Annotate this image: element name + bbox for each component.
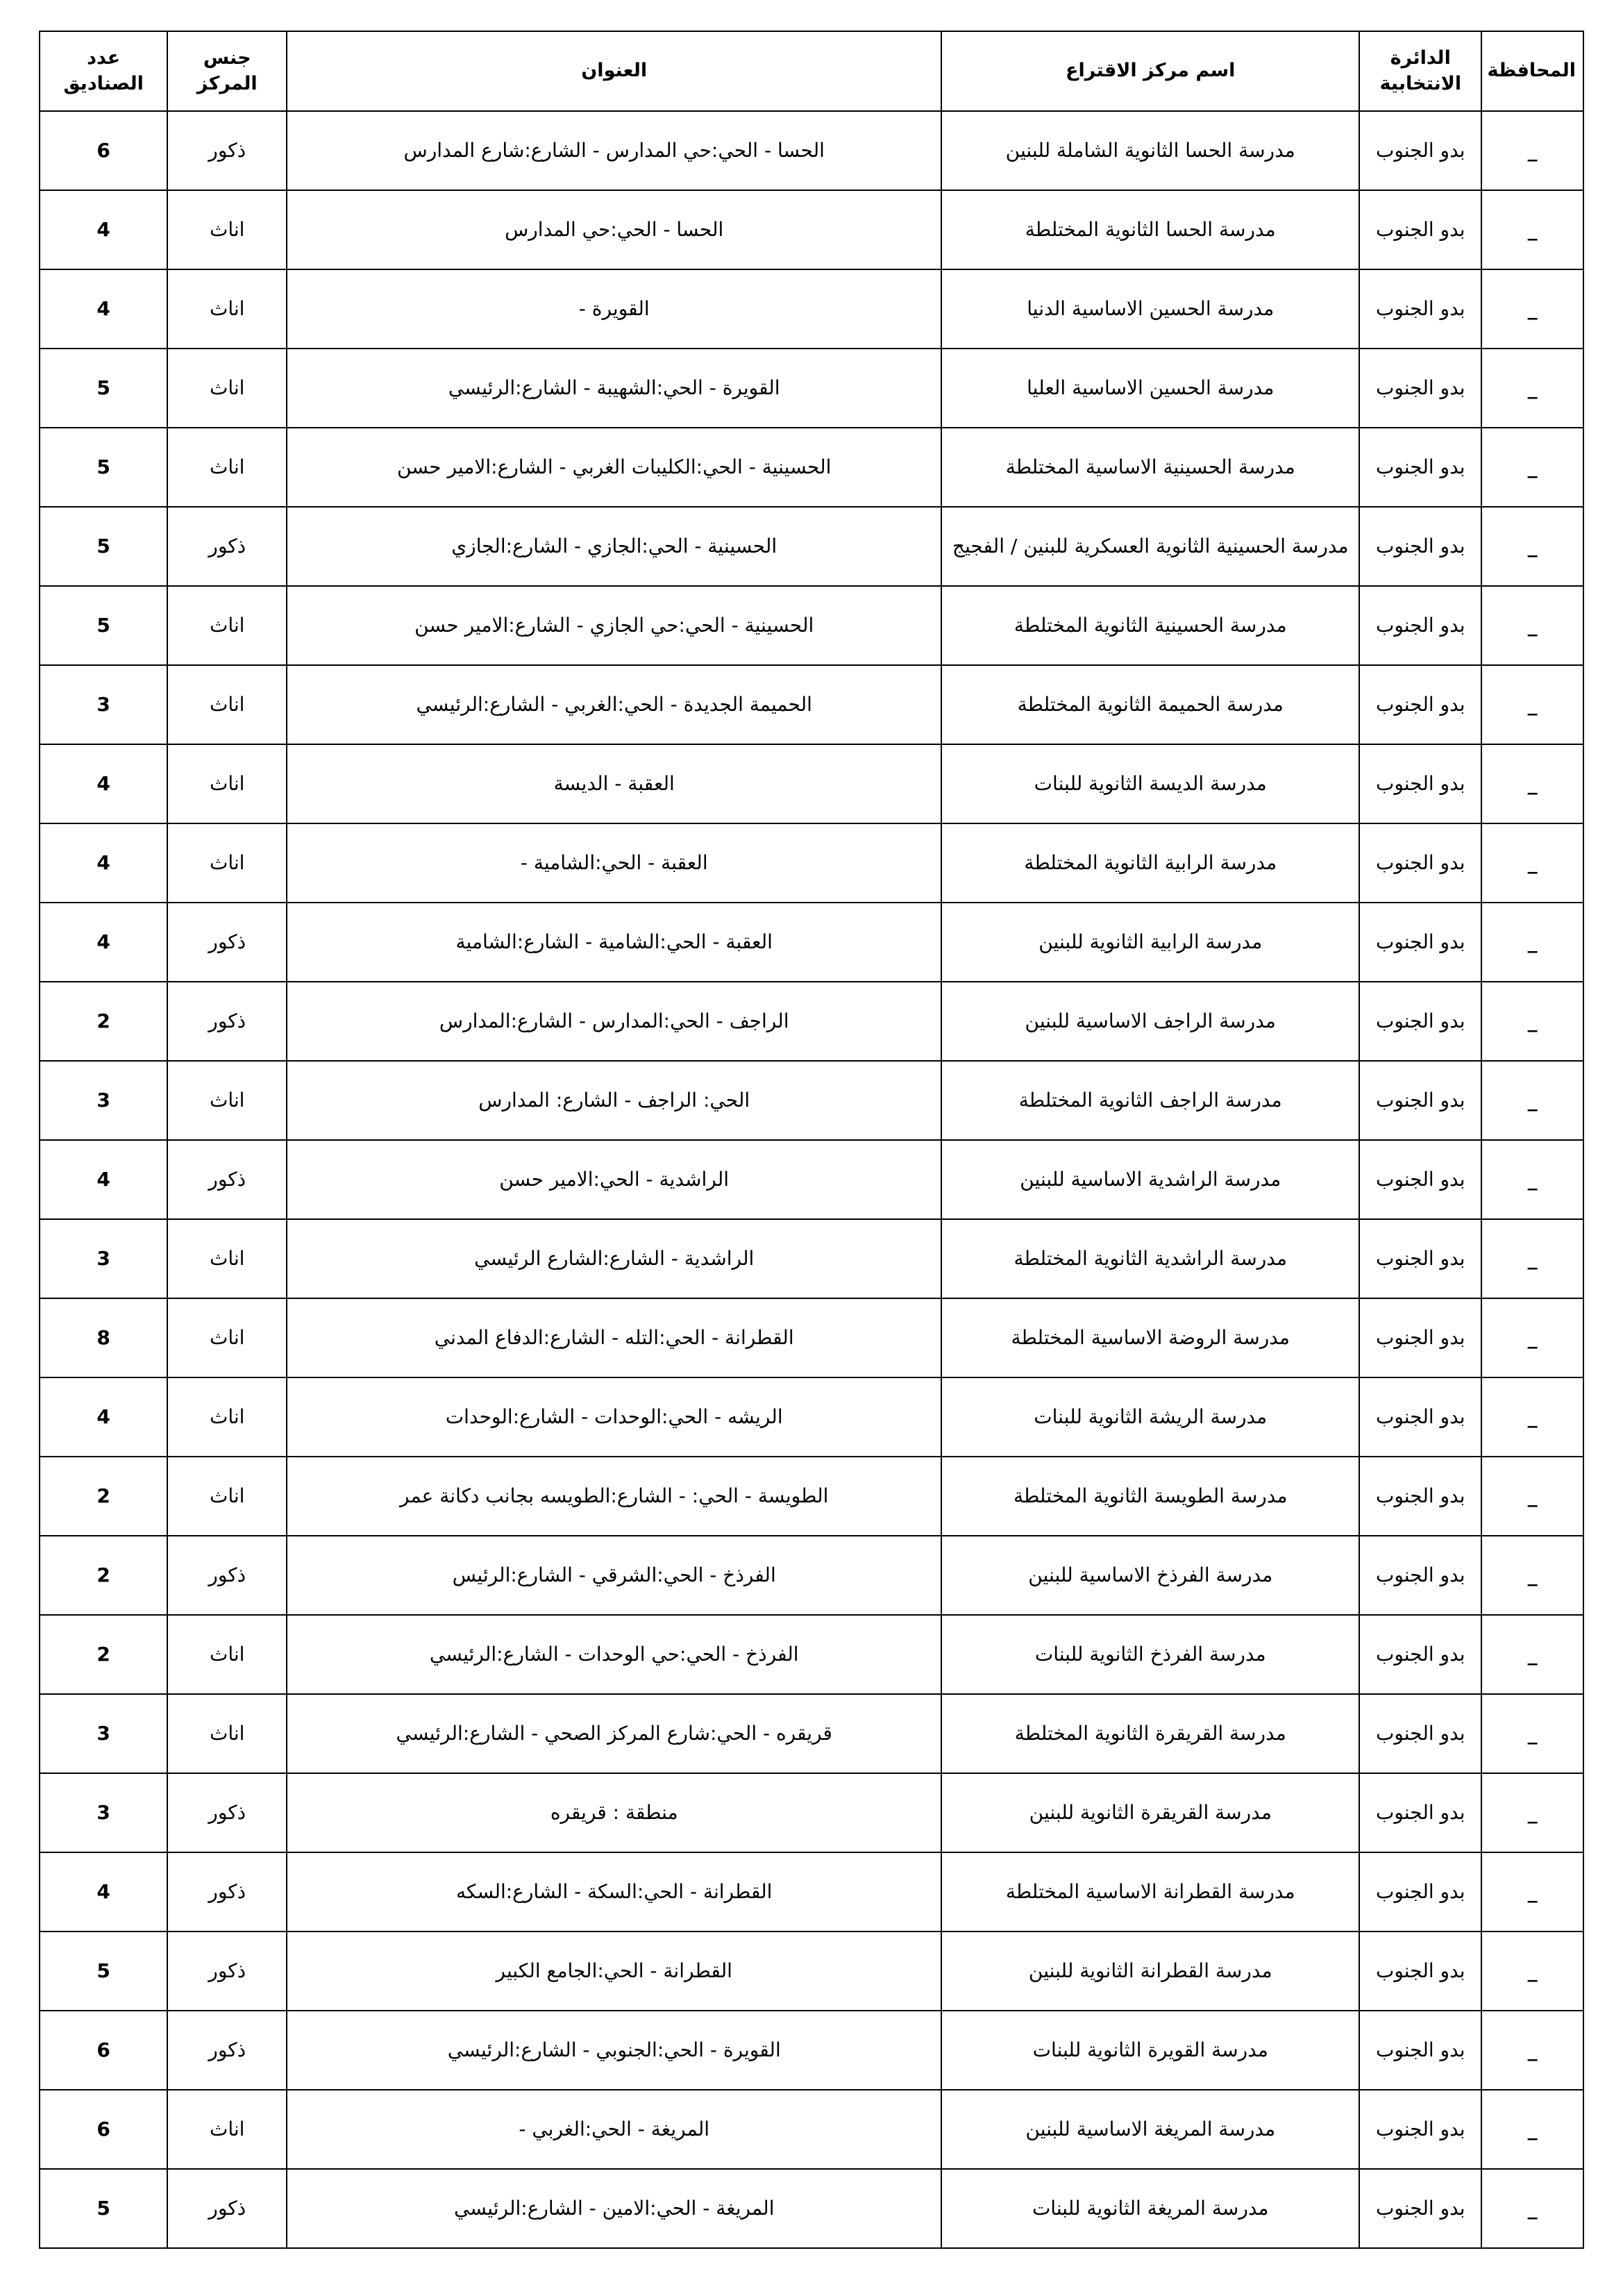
cell-center-name: مدرسة الراجف الاساسية للبنين bbox=[941, 982, 1359, 1061]
cell-address: الحسينية - الحي:الكليبات الغربي - الشارع:الامير حسن bbox=[287, 428, 941, 507]
cell-center-gender: ذكور bbox=[167, 507, 287, 586]
cell-center-gender: اناث bbox=[167, 2090, 287, 2169]
cell-box-count: 3 bbox=[40, 1061, 167, 1140]
cell-governorate: _ bbox=[1481, 1377, 1583, 1457]
cell-center-gender: اناث bbox=[167, 665, 287, 744]
table-row bbox=[40, 1061, 1583, 1140]
cell-box-count: 5 bbox=[40, 586, 167, 665]
cell-address: قريقره - الحي:شارع المركز الصحي - الشارع:الرئيسي bbox=[287, 1694, 941, 1773]
cell-center-name: مدرسة الراشدية الاساسية للبنين bbox=[941, 1140, 1359, 1219]
cell-district: بدو الجنوب bbox=[1359, 1932, 1481, 2011]
cell-governorate: _ bbox=[1481, 1219, 1583, 1298]
cell-center-name: مدرسة الحسا الثانوية المختلطة bbox=[941, 190, 1359, 269]
cell-box-count: 2 bbox=[40, 1536, 167, 1615]
cell-center-gender: اناث bbox=[167, 1615, 287, 1694]
cell-center-gender: اناث bbox=[167, 349, 287, 428]
cell-governorate: _ bbox=[1481, 349, 1583, 428]
cell-box-count: 3 bbox=[40, 1219, 167, 1298]
cell-center-name: مدرسة المريغة الثانوية للبنات bbox=[941, 2169, 1359, 2248]
cell-box-count: 5 bbox=[40, 2169, 167, 2248]
cell-address: القطرانة - الحي:الجامع الكبير bbox=[287, 1932, 941, 2011]
cell-district: بدو الجنوب bbox=[1359, 1536, 1481, 1615]
cell-center-name: مدرسة الحسينية الثانوية العسكرية للبنين / الفجيج bbox=[941, 507, 1359, 586]
cell-governorate: _ bbox=[1481, 1852, 1583, 1932]
cell-governorate: _ bbox=[1481, 982, 1583, 1061]
header-governorate: المحافظة bbox=[1481, 31, 1583, 111]
table-row bbox=[40, 269, 1583, 349]
cell-district: بدو الجنوب bbox=[1359, 823, 1481, 903]
header-row bbox=[40, 31, 1583, 111]
cell-governorate: _ bbox=[1481, 507, 1583, 586]
cell-address: القطرانة - الحي:السكة - الشارع:السكه bbox=[287, 1852, 941, 1932]
cell-center-name: مدرسة الحسا الثانوية الشاملة للبنين bbox=[941, 111, 1359, 190]
cell-district: بدو الجنوب bbox=[1359, 982, 1481, 1061]
table-row bbox=[40, 1140, 1583, 1219]
cell-governorate: _ bbox=[1481, 586, 1583, 665]
cell-governorate: _ bbox=[1481, 190, 1583, 269]
cell-box-count: 5 bbox=[40, 349, 167, 428]
cell-center-gender: اناث bbox=[167, 1298, 287, 1377]
cell-box-count: 4 bbox=[40, 1377, 167, 1457]
cell-district: بدو الجنوب bbox=[1359, 1615, 1481, 1694]
cell-center-gender: اناث bbox=[167, 1061, 287, 1140]
header-center-gender: جنس المركز bbox=[167, 31, 287, 111]
cell-center-name: مدرسة القويرة الثانوية للبنات bbox=[941, 2011, 1359, 2090]
table-header bbox=[40, 31, 1583, 111]
cell-center-name: مدرسة القريقرة الثانوية للبنين bbox=[941, 1773, 1359, 1852]
cell-governorate: _ bbox=[1481, 1061, 1583, 1140]
cell-governorate: _ bbox=[1481, 111, 1583, 190]
table-row bbox=[40, 903, 1583, 982]
cell-center-gender: ذكور bbox=[167, 982, 287, 1061]
cell-district: بدو الجنوب bbox=[1359, 1140, 1481, 1219]
table-row bbox=[40, 349, 1583, 428]
cell-governorate: _ bbox=[1481, 1298, 1583, 1377]
cell-center-gender: ذكور bbox=[167, 1773, 287, 1852]
cell-address: الريشه - الحي:الوحدات - الشارع:الوحدات bbox=[287, 1377, 941, 1457]
cell-governorate: _ bbox=[1481, 665, 1583, 744]
cell-center-gender: اناث bbox=[167, 269, 287, 349]
polling-centers-table bbox=[39, 31, 1584, 2249]
cell-address: القويرة - bbox=[287, 269, 941, 349]
cell-center-gender: ذكور bbox=[167, 1536, 287, 1615]
table-row bbox=[40, 1852, 1583, 1932]
cell-address: الحسينية - الحي:الجازي - الشارع:الجازي bbox=[287, 507, 941, 586]
cell-governorate: _ bbox=[1481, 2011, 1583, 2090]
cell-governorate: _ bbox=[1481, 269, 1583, 349]
cell-address: منطقة : قريقره bbox=[287, 1773, 941, 1852]
cell-address: الحسا - الحي:حي المدارس - الشارع:شارع المدارس bbox=[287, 111, 941, 190]
cell-district: بدو الجنوب bbox=[1359, 190, 1481, 269]
table-row bbox=[40, 1694, 1583, 1773]
table-row bbox=[40, 1457, 1583, 1536]
cell-governorate: _ bbox=[1481, 1457, 1583, 1536]
cell-center-gender: اناث bbox=[167, 428, 287, 507]
cell-address: الطويسة - الحي: - الشارع:الطويسه بجانب دكانة عمر bbox=[287, 1457, 941, 1536]
table-row bbox=[40, 507, 1583, 586]
table-row bbox=[40, 111, 1583, 190]
cell-address: العقبة - الحي:الشامية - الشارع:الشامية bbox=[287, 903, 941, 982]
cell-box-count: 3 bbox=[40, 665, 167, 744]
cell-address: الحسا - الحي:حي المدارس bbox=[287, 190, 941, 269]
cell-center-name: مدرسة القطرانة الثانوية للبنين bbox=[941, 1932, 1359, 2011]
cell-box-count: 3 bbox=[40, 1773, 167, 1852]
cell-address: الحسينية - الحي:حي الجازي - الشارع:الامير حسن bbox=[287, 586, 941, 665]
cell-center-gender: ذكور bbox=[167, 1852, 287, 1932]
cell-center-name: مدرسة الفرذخ الاساسية للبنين bbox=[941, 1536, 1359, 1615]
table-row bbox=[40, 982, 1583, 1061]
cell-center-gender: ذكور bbox=[167, 111, 287, 190]
header-district: الدائرة الانتخابية bbox=[1359, 31, 1481, 111]
cell-district: بدو الجنوب bbox=[1359, 111, 1481, 190]
cell-district: بدو الجنوب bbox=[1359, 349, 1481, 428]
cell-district: بدو الجنوب bbox=[1359, 1219, 1481, 1298]
table-row bbox=[40, 744, 1583, 823]
header-address: العنوان bbox=[287, 31, 941, 111]
cell-address: الراشدية - الحي:الامير حسن bbox=[287, 1140, 941, 1219]
cell-center-name: مدرسة الديسة الثانوية للبنات bbox=[941, 744, 1359, 823]
table-row bbox=[40, 1773, 1583, 1852]
cell-box-count: 4 bbox=[40, 823, 167, 903]
cell-district: بدو الجنوب bbox=[1359, 1377, 1481, 1457]
cell-center-gender: اناث bbox=[167, 1377, 287, 1457]
cell-address: المريغة - الحي:الامين - الشارع:الرئيسي bbox=[287, 2169, 941, 2248]
cell-governorate: _ bbox=[1481, 903, 1583, 982]
cell-district: بدو الجنوب bbox=[1359, 2090, 1481, 2169]
cell-box-count: 8 bbox=[40, 1298, 167, 1377]
cell-box-count: 2 bbox=[40, 1457, 167, 1536]
cell-district: بدو الجنوب bbox=[1359, 1773, 1481, 1852]
header-box-count: عدد الصناديق bbox=[40, 31, 167, 111]
cell-address: الراشدية - الشارع:الشارع الرئيسي bbox=[287, 1219, 941, 1298]
cell-center-gender: اناث bbox=[167, 190, 287, 269]
cell-address: الراجف - الحي:المدارس - الشارع:المدارس bbox=[287, 982, 941, 1061]
cell-center-name: مدرسة القريقرة الثانوية المختلطة bbox=[941, 1694, 1359, 1773]
cell-box-count: 4 bbox=[40, 190, 167, 269]
cell-box-count: 2 bbox=[40, 1615, 167, 1694]
cell-governorate: _ bbox=[1481, 1694, 1583, 1773]
cell-box-count: 5 bbox=[40, 428, 167, 507]
cell-address: الحميمة الجديدة - الحي:الغربي - الشارع:الرئيسي bbox=[287, 665, 941, 744]
cell-box-count: 6 bbox=[40, 111, 167, 190]
cell-box-count: 3 bbox=[40, 1694, 167, 1773]
cell-governorate: _ bbox=[1481, 1615, 1583, 1694]
cell-box-count: 4 bbox=[40, 1852, 167, 1932]
table-row bbox=[40, 1536, 1583, 1615]
cell-box-count: 6 bbox=[40, 2011, 167, 2090]
cell-address: الفرذخ - الحي:الشرقي - الشارع:الرئيس bbox=[287, 1536, 941, 1615]
cell-district: بدو الجنوب bbox=[1359, 1457, 1481, 1536]
cell-district: بدو الجنوب bbox=[1359, 428, 1481, 507]
cell-center-name: مدرسة الحميمة الثانوية المختلطة bbox=[941, 665, 1359, 744]
cell-governorate: _ bbox=[1481, 2090, 1583, 2169]
cell-district: بدو الجنوب bbox=[1359, 507, 1481, 586]
cell-governorate: _ bbox=[1481, 823, 1583, 903]
table-row bbox=[40, 428, 1583, 507]
table-body bbox=[40, 111, 1583, 2248]
cell-address: العقبة - الديسة bbox=[287, 744, 941, 823]
cell-address: المريغة - الحي:الغربي - bbox=[287, 2090, 941, 2169]
cell-center-gender: ذكور bbox=[167, 1140, 287, 1219]
table-row bbox=[40, 586, 1583, 665]
cell-center-name: مدرسة الحسينية الاساسية المختلطة bbox=[941, 428, 1359, 507]
cell-district: بدو الجنوب bbox=[1359, 744, 1481, 823]
cell-center-name: مدرسة الحسين الاساسية الدنيا bbox=[941, 269, 1359, 349]
cell-center-gender: اناث bbox=[167, 1694, 287, 1773]
cell-district: بدو الجنوب bbox=[1359, 2011, 1481, 2090]
cell-district: بدو الجنوب bbox=[1359, 1298, 1481, 1377]
table-row bbox=[40, 1377, 1583, 1457]
cell-box-count: 2 bbox=[40, 982, 167, 1061]
cell-address: القويرة - الحي:الجنوبي - الشارع:الرئيسي bbox=[287, 2011, 941, 2090]
cell-center-name: مدرسة الراجف الثانوية المختلطة bbox=[941, 1061, 1359, 1140]
cell-governorate: _ bbox=[1481, 1932, 1583, 2011]
cell-address: القطرانة - الحي:التله - الشارع:الدفاع المدني bbox=[287, 1298, 941, 1377]
cell-center-name: مدرسة الطويسة الثانوية المختلطة bbox=[941, 1457, 1359, 1536]
cell-governorate: _ bbox=[1481, 1140, 1583, 1219]
cell-district: بدو الجنوب bbox=[1359, 586, 1481, 665]
cell-center-gender: ذكور bbox=[167, 903, 287, 982]
table-row bbox=[40, 1615, 1583, 1694]
table-row bbox=[40, 2090, 1583, 2169]
cell-district: بدو الجنوب bbox=[1359, 1694, 1481, 1773]
cell-center-name: مدرسة الحسينية الثانوية المختلطة bbox=[941, 586, 1359, 665]
cell-box-count: 5 bbox=[40, 1932, 167, 2011]
table-row bbox=[40, 1932, 1583, 2011]
header-center-name: اسم مركز الاقتراع bbox=[941, 31, 1359, 111]
cell-governorate: _ bbox=[1481, 2169, 1583, 2248]
cell-district: بدو الجنوب bbox=[1359, 1852, 1481, 1932]
cell-box-count: 4 bbox=[40, 1140, 167, 1219]
cell-center-name: مدرسة الرابية الثانوية للبنين bbox=[941, 903, 1359, 982]
cell-center-name: مدرسة الروضة الاساسية المختلطة bbox=[941, 1298, 1359, 1377]
cell-governorate: _ bbox=[1481, 1536, 1583, 1615]
cell-governorate: _ bbox=[1481, 744, 1583, 823]
cell-center-name: مدرسة الفرذخ الثانوية للبنات bbox=[941, 1615, 1359, 1694]
cell-center-name: مدرسة الريشة الثانوية للبنات bbox=[941, 1377, 1359, 1457]
table-row bbox=[40, 190, 1583, 269]
cell-center-name: مدرسة القطرانة الاساسية المختلطة bbox=[941, 1852, 1359, 1932]
cell-center-gender: اناث bbox=[167, 1219, 287, 1298]
cell-address: الفرذخ - الحي:حي الوحدات - الشارع:الرئيسي bbox=[287, 1615, 941, 1694]
cell-center-name: مدرسة الحسين الاساسية العليا bbox=[941, 349, 1359, 428]
table-row bbox=[40, 1219, 1583, 1298]
cell-center-gender: ذكور bbox=[167, 1932, 287, 2011]
cell-center-gender: اناث bbox=[167, 1457, 287, 1536]
cell-center-gender: اناث bbox=[167, 744, 287, 823]
cell-center-name: مدرسة الراشدية الثانوية المختلطة bbox=[941, 1219, 1359, 1298]
cell-box-count: 6 bbox=[40, 2090, 167, 2169]
table-row bbox=[40, 2011, 1583, 2090]
cell-box-count: 4 bbox=[40, 903, 167, 982]
cell-address: العقبة - الحي:الشامية - bbox=[287, 823, 941, 903]
cell-district: بدو الجنوب bbox=[1359, 665, 1481, 744]
cell-district: بدو الجنوب bbox=[1359, 269, 1481, 349]
cell-box-count: 4 bbox=[40, 269, 167, 349]
cell-center-name: مدرسة الرابية الثانوية المختلطة bbox=[941, 823, 1359, 903]
cell-center-gender: اناث bbox=[167, 586, 287, 665]
cell-box-count: 4 bbox=[40, 744, 167, 823]
cell-center-gender: ذكور bbox=[167, 2011, 287, 2090]
cell-center-name: مدرسة المريغة الاساسية للبنين bbox=[941, 2090, 1359, 2169]
cell-center-gender: ذكور bbox=[167, 2169, 287, 2248]
cell-address: القويرة - الحي:الشهيبة - الشارع:الرئيسي bbox=[287, 349, 941, 428]
table-row bbox=[40, 665, 1583, 744]
cell-district: بدو الجنوب bbox=[1359, 903, 1481, 982]
table-row bbox=[40, 1298, 1583, 1377]
cell-box-count: 5 bbox=[40, 507, 167, 586]
cell-district: بدو الجنوب bbox=[1359, 2169, 1481, 2248]
cell-governorate: _ bbox=[1481, 428, 1583, 507]
cell-center-gender: اناث bbox=[167, 823, 287, 903]
cell-address: الحي: الراجف - الشارع: المدارس bbox=[287, 1061, 941, 1140]
table-row bbox=[40, 823, 1583, 903]
cell-district: بدو الجنوب bbox=[1359, 1061, 1481, 1140]
cell-governorate: _ bbox=[1481, 1773, 1583, 1852]
table-row bbox=[40, 2169, 1583, 2248]
